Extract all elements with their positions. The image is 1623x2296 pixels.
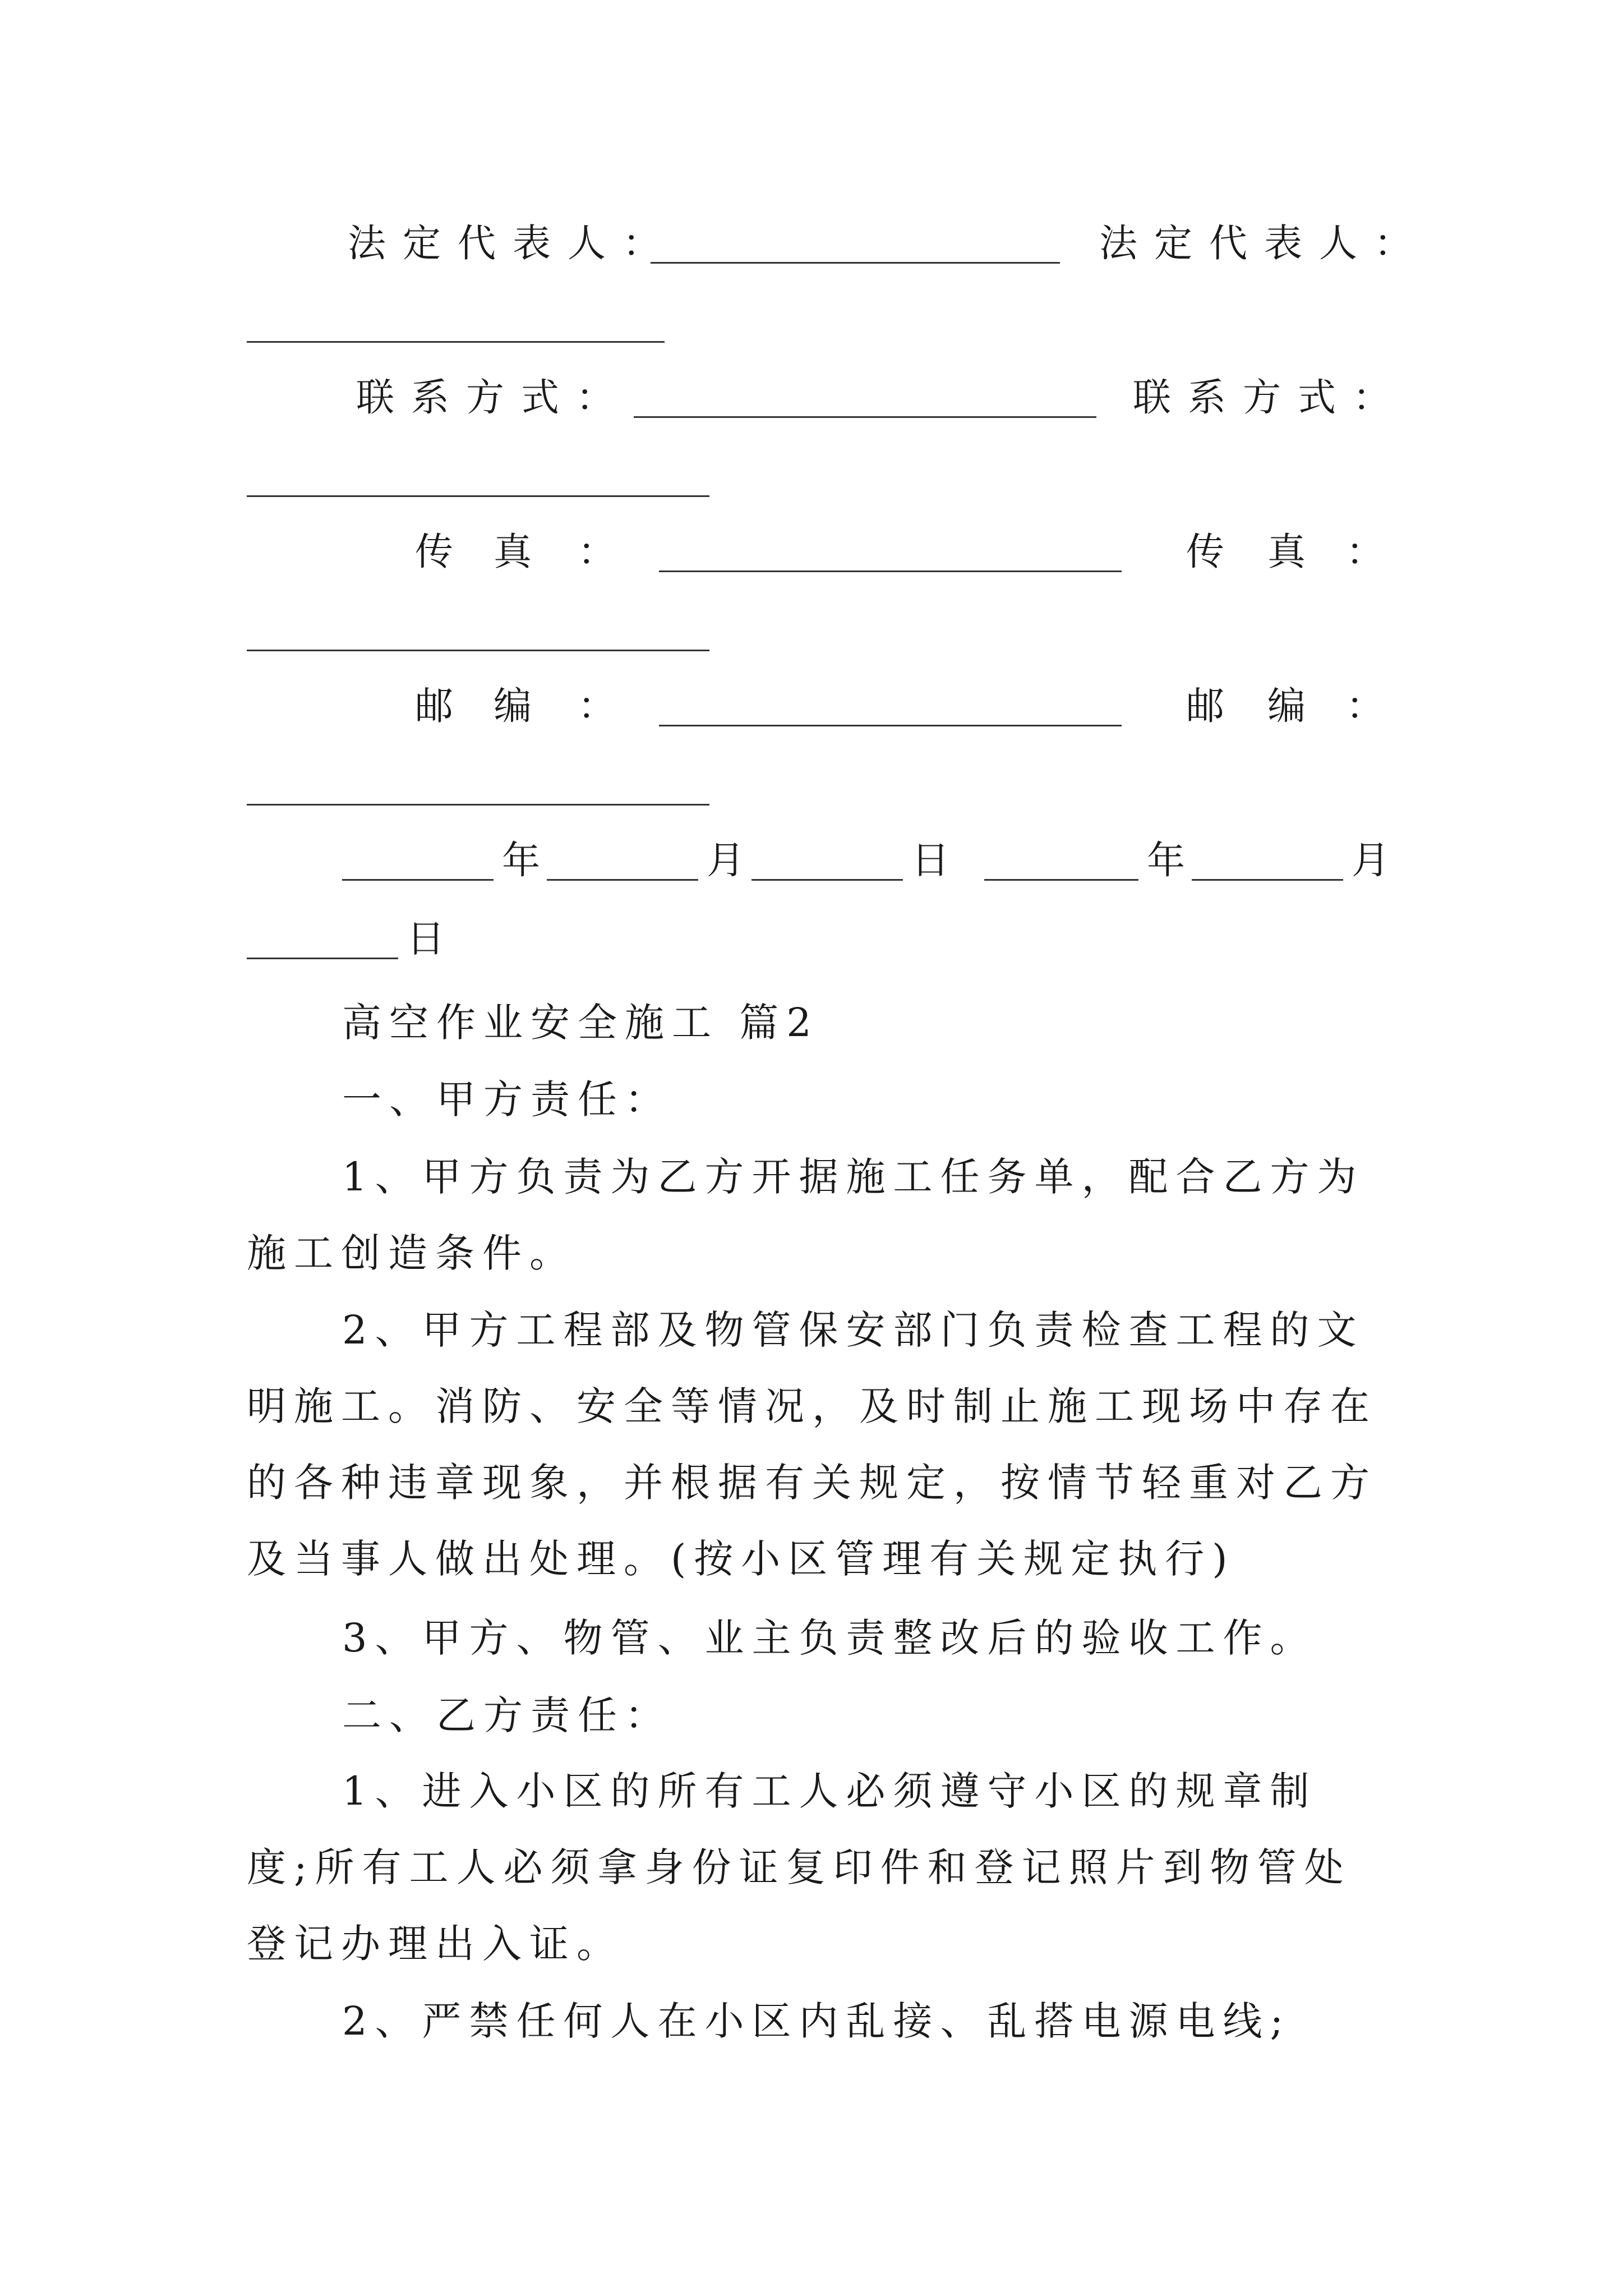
- zip-row: [0, 684, 1623, 763]
- contact-row: [0, 376, 1623, 454]
- section-title: 高空作业安全施工 篇2: [342, 1000, 819, 1046]
- zip-char-1-b: 邮: [1186, 684, 1225, 729]
- fax-char-1-b: 传: [1186, 530, 1225, 574]
- fax-blank-a[interactable]: [659, 570, 1122, 572]
- zip-blank-b[interactable]: [247, 804, 709, 806]
- date-row: [0, 839, 1623, 917]
- month-blank-b[interactable]: [1192, 879, 1343, 881]
- zip-blank-a[interactable]: [659, 725, 1122, 726]
- legal-rep-blank-b[interactable]: [247, 341, 665, 343]
- party-a-item-1: 1、甲方负责为乙方开据施工任务单，配合乙方为施工创造条件。: [247, 1154, 1364, 1276]
- contact-blank-a[interactable]: [634, 416, 1096, 418]
- year-blank-a[interactable]: [342, 879, 494, 881]
- fax-char-1-a: 传: [415, 530, 454, 574]
- month-blank-a[interactable]: [547, 879, 698, 881]
- party-b-item-1: 1、进入小区的所有工人必须遵守小区的规章制度;所有工人必须拿身份证复印件和登记照片到物管处登记办理出入证。: [247, 1768, 1352, 1967]
- party-a-item-2: 2、甲方工程部及物管保安部门负责检查工程的文明施工。消防、安全等情况，及时制止施工现场中存在的各种违章现象，并根据有关规定，按情节轻重对乙方及当事人做出处理。(按小区管理有关规定执行): [247, 1307, 1377, 1582]
- fax-char-2-a: 真: [494, 530, 532, 574]
- date-row-continued: [0, 917, 1623, 996]
- zip-colon-a: ：: [578, 684, 616, 729]
- legal-rep-label-a: 法定代表人：: [348, 222, 678, 266]
- month-label-a: 月: [707, 839, 745, 883]
- zip-char-1-a: 邮: [415, 684, 454, 729]
- zip-char-2-b: 编: [1267, 684, 1306, 729]
- fax-row: [0, 530, 1623, 609]
- day-label-b: 日: [407, 917, 445, 961]
- year-blank-b[interactable]: [984, 879, 1138, 881]
- party-b-item-2: 2、严禁任何人在小区内乱接、乱搭电源电线;: [342, 1998, 1292, 2044]
- legal-rep-row: [0, 222, 1623, 300]
- party-b-heading: 二、乙方责任：: [342, 1692, 672, 1738]
- party-a-heading: 一、甲方责任：: [342, 1076, 672, 1122]
- month-label-b: 月: [1352, 839, 1390, 883]
- fax-char-2-b: 真: [1267, 530, 1306, 574]
- contact-label-b: 联系方式：: [1133, 376, 1408, 420]
- year-label-a: 年: [502, 839, 541, 883]
- day-blank-b[interactable]: [247, 958, 398, 959]
- year-label-b: 年: [1147, 839, 1186, 883]
- day-label-a: 日: [911, 839, 950, 883]
- fax-colon-a: ：: [578, 530, 616, 574]
- legal-rep-blank-a[interactable]: [651, 262, 1060, 264]
- contact-blank-b[interactable]: [247, 495, 709, 497]
- zip-char-2-a: 编: [494, 684, 532, 729]
- legal-rep-label-b: 法定代表人：: [1099, 222, 1430, 266]
- zip-colon-b: ：: [1346, 684, 1385, 729]
- party-a-item-3: 3、甲方、物管、业主负责整改后的验收工作。: [342, 1615, 1317, 1661]
- fax-blank-b[interactable]: [247, 650, 709, 651]
- day-blank-a[interactable]: [751, 879, 903, 881]
- contact-label-a: 联系方式：: [356, 376, 631, 420]
- fax-colon-b: ：: [1346, 530, 1385, 574]
